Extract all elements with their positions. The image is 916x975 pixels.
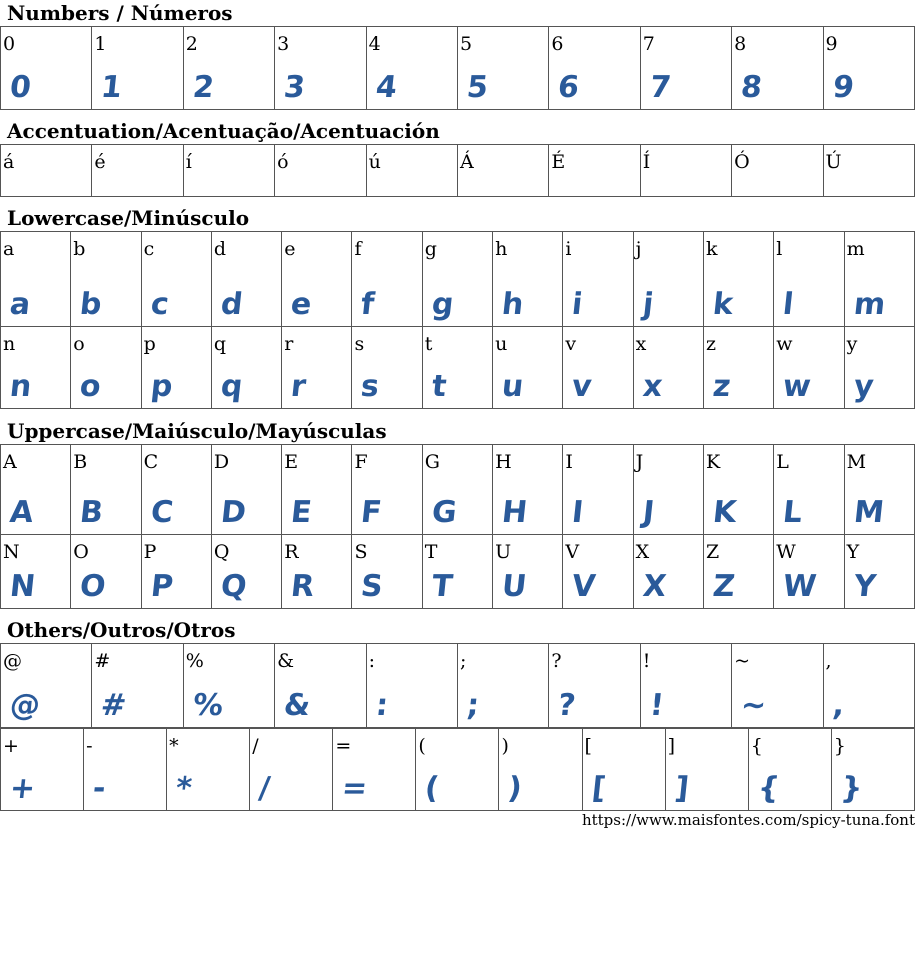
char-label: g: [424, 238, 437, 260]
char-glyph-sample: H: [500, 495, 530, 530]
char-label: C: [143, 451, 159, 473]
char-glyph-sample: E: [289, 495, 314, 530]
char-glyph-sample: ?: [556, 688, 578, 723]
char-label: X: [635, 541, 650, 563]
char-glyph-sample: ): [506, 771, 525, 806]
char-glyph-sample: C: [148, 495, 175, 530]
char-label: K: [705, 451, 721, 473]
char-label: A: [3, 451, 17, 473]
lowercase-grid-row2: [0, 326, 915, 409]
char-cell: [748, 729, 831, 811]
char-cell: [92, 145, 183, 197]
char-label: é: [94, 151, 106, 173]
char-glyph-sample: 0: [8, 70, 33, 105]
char-label: ]: [667, 735, 676, 757]
char-cell: [422, 445, 492, 535]
char-label: *: [169, 735, 179, 757]
char-cell: [422, 232, 492, 327]
char-glyph-sample: x: [640, 369, 664, 404]
char-cell: [352, 445, 422, 535]
char-label: d: [213, 238, 227, 260]
char-label: 3: [277, 33, 290, 55]
char-cell: [844, 445, 914, 535]
char-label: Á: [459, 151, 474, 173]
char-cell: [1, 327, 71, 409]
char-label: c: [143, 238, 155, 260]
char-cell: [71, 445, 141, 535]
char-glyph-sample: W: [781, 569, 819, 604]
char-glyph-sample: w: [781, 369, 813, 404]
char-glyph-sample: b: [78, 287, 104, 322]
char-glyph-sample: R: [289, 569, 317, 604]
char-cell: [211, 232, 281, 327]
char-label: o: [73, 333, 85, 355]
uppercase-row1-row: [1, 445, 915, 535]
char-cell: [352, 232, 422, 327]
char-cell: [1, 232, 71, 327]
char-label: V: [565, 541, 580, 563]
char-glyph-sample: X: [640, 569, 668, 604]
char-glyph-sample: s: [359, 369, 382, 404]
accents-row: [1, 145, 915, 197]
char-cell: [633, 232, 703, 327]
char-label: P: [143, 541, 157, 563]
char-glyph-sample: F: [359, 495, 384, 530]
char-cell: [282, 327, 352, 409]
char-cell: [549, 27, 640, 110]
char-cell: [183, 145, 274, 197]
lowercase-grid-row1: [0, 231, 915, 327]
char-cell: [211, 327, 281, 409]
char-glyph-sample: @: [8, 688, 42, 723]
char-glyph-sample: ;: [465, 688, 481, 723]
char-glyph-sample: =: [340, 771, 370, 806]
char-glyph-sample: N: [8, 569, 38, 604]
char-cell: [211, 535, 281, 609]
char-label: z: [705, 333, 716, 355]
char-cell: [333, 729, 416, 811]
char-label: q: [213, 333, 227, 355]
char-glyph-sample: e: [289, 287, 314, 322]
char-label: F: [354, 451, 368, 473]
others-section-title: Others/Outros/Otros: [7, 618, 236, 642]
char-glyph-sample: p: [148, 369, 174, 404]
char-label: r: [284, 333, 294, 355]
char-label: 7: [642, 33, 655, 55]
char-cell: [1, 644, 92, 728]
char-cell: [703, 327, 773, 409]
char-glyph-sample: -: [91, 771, 108, 806]
char-glyph-sample: U: [500, 569, 529, 604]
accents-section-title: Accentuation/Acentuação/Acentuación: [7, 119, 440, 143]
char-cell: [457, 644, 548, 728]
others-grid-row2: [0, 728, 915, 811]
char-cell: [493, 232, 563, 327]
char-label: -: [86, 735, 93, 757]
char-label: W: [776, 541, 796, 563]
char-glyph-sample: #: [99, 688, 129, 723]
uppercase-grid-row2: [0, 534, 915, 609]
char-label: m: [846, 238, 865, 260]
char-label: É: [551, 151, 566, 173]
char-glyph-sample: i: [570, 287, 585, 322]
char-label: 9: [825, 33, 838, 55]
char-label: &: [277, 650, 295, 672]
char-glyph-sample: m: [851, 287, 887, 322]
char-glyph-sample: 8: [739, 70, 764, 105]
char-label: {: [750, 735, 763, 757]
char-label: k: [705, 238, 718, 260]
char-cell: [493, 327, 563, 409]
char-cell: [703, 232, 773, 327]
char-label: }: [833, 735, 846, 757]
char-glyph-sample: I: [570, 495, 586, 530]
char-glyph-sample: L: [781, 495, 805, 530]
char-cell: [640, 27, 731, 110]
char-glyph-sample: B: [78, 495, 106, 530]
char-label: L: [776, 451, 789, 473]
char-glyph-sample: :: [373, 688, 390, 723]
char-glyph-sample: l: [781, 287, 796, 322]
char-label: ó: [277, 151, 289, 173]
char-cell: [703, 535, 773, 609]
char-cell: [84, 729, 167, 811]
char-glyph-sample: f: [359, 287, 377, 322]
char-label: S: [354, 541, 368, 563]
char-label: M: [846, 451, 867, 473]
char-label: j: [635, 238, 642, 260]
char-label: 6: [551, 33, 564, 55]
char-label: N: [3, 541, 20, 563]
char-cell: [1, 729, 84, 811]
char-cell: [275, 145, 366, 197]
char-cell: [732, 27, 823, 110]
char-glyph-sample: n: [8, 369, 34, 404]
char-cell: [250, 729, 333, 811]
char-glyph-sample: /: [257, 771, 273, 806]
char-cell: [211, 445, 281, 535]
char-cell: [141, 445, 211, 535]
uppercase-row2-row: [1, 535, 915, 609]
char-cell: [1, 145, 92, 197]
char-label: /: [252, 735, 259, 757]
char-label: @: [3, 650, 22, 672]
char-label: s: [354, 333, 365, 355]
char-label: J: [635, 451, 644, 473]
footer-url: https://www.maisfontes.com/spicy-tuna.font: [581, 811, 915, 829]
char-label: á: [3, 151, 15, 173]
char-cell: [92, 644, 183, 728]
char-cell: [71, 535, 141, 609]
char-cell: [549, 145, 640, 197]
char-label: Y: [846, 541, 860, 563]
char-glyph-sample: u: [500, 369, 526, 404]
char-cell: [633, 535, 703, 609]
char-cell: [1, 445, 71, 535]
char-cell: [275, 644, 366, 728]
numbers-row: [1, 27, 915, 110]
char-label: G: [424, 451, 440, 473]
char-glyph-sample: {: [755, 771, 781, 806]
char-label: ~: [734, 650, 751, 672]
char-label: ú: [368, 151, 381, 173]
char-glyph-sample: *: [174, 771, 194, 806]
char-glyph-sample: 4: [373, 70, 399, 105]
char-label: Ó: [734, 151, 750, 173]
char-cell: [493, 445, 563, 535]
char-cell: [774, 535, 844, 609]
char-cell: [582, 729, 665, 811]
char-cell: [366, 145, 457, 197]
char-cell: [774, 232, 844, 327]
char-cell: [71, 327, 141, 409]
char-cell: [282, 535, 352, 609]
char-glyph-sample: %: [190, 688, 225, 723]
char-cell: [1, 27, 92, 110]
char-cell: [457, 27, 548, 110]
char-label: E: [284, 451, 299, 473]
char-glyph-sample: (: [423, 771, 442, 806]
char-glyph-sample: ]: [672, 771, 691, 806]
char-label: i: [565, 238, 572, 260]
char-label: x: [635, 333, 647, 355]
char-label: =: [335, 735, 352, 757]
char-glyph-sample: 5: [465, 70, 490, 105]
char-label: t: [424, 333, 433, 355]
char-glyph-sample: &: [282, 688, 313, 723]
char-cell: [563, 232, 633, 327]
numbers-grid: [0, 26, 915, 110]
char-cell: [457, 145, 548, 197]
char-label: [: [584, 735, 592, 757]
char-label: 1: [94, 33, 107, 55]
char-cell: [1, 535, 71, 609]
char-glyph-sample: Q: [219, 569, 249, 604]
char-cell: [141, 535, 211, 609]
char-label: !: [642, 650, 651, 672]
others-row2-row: [1, 729, 915, 811]
char-cell: [703, 445, 773, 535]
char-glyph-sample: G: [429, 495, 459, 530]
char-label: ,: [825, 650, 832, 672]
char-cell: [665, 729, 748, 811]
char-glyph-sample: j: [640, 287, 655, 322]
char-label: Q: [213, 541, 230, 563]
char-glyph-sample: T: [429, 569, 455, 604]
char-cell: [493, 535, 563, 609]
char-cell: [282, 445, 352, 535]
char-glyph-sample: Y: [851, 569, 878, 604]
char-glyph-sample: k: [711, 287, 735, 322]
char-cell: [549, 644, 640, 728]
char-label: D: [213, 451, 230, 473]
char-label: y: [846, 333, 858, 355]
char-glyph-sample: z: [711, 369, 733, 404]
char-cell: [499, 729, 582, 811]
char-glyph-sample: d: [219, 287, 245, 322]
char-cell: [633, 327, 703, 409]
char-cell: [633, 445, 703, 535]
char-label: v: [565, 333, 577, 355]
char-glyph-sample: A: [8, 495, 36, 530]
char-glyph-sample: 3: [282, 70, 307, 105]
char-glyph-sample: K: [711, 495, 739, 530]
char-label: (: [418, 735, 426, 757]
char-glyph-sample: 2: [190, 70, 216, 105]
char-label: í: [185, 151, 192, 173]
char-label: n: [3, 333, 16, 355]
char-cell: [823, 145, 914, 197]
char-glyph-sample: q: [219, 369, 245, 404]
char-cell: [282, 232, 352, 327]
char-label: b: [73, 238, 86, 260]
char-cell: [774, 327, 844, 409]
accents-grid: [0, 144, 915, 197]
char-label: p: [143, 333, 156, 355]
char-cell: [844, 232, 914, 327]
char-label: 4: [368, 33, 381, 55]
char-glyph-sample: V: [570, 569, 598, 604]
char-glyph-sample: t: [429, 369, 449, 404]
char-label: O: [73, 541, 89, 563]
char-label: I: [565, 451, 573, 473]
char-cell: [416, 729, 499, 811]
char-label: 2: [185, 33, 198, 55]
lowercase-section-title: Lowercase/Minúsculo: [7, 206, 250, 230]
char-cell: [844, 535, 914, 609]
char-cell: [823, 27, 914, 110]
char-cell: [732, 644, 823, 728]
char-label: l: [776, 238, 783, 260]
char-label: U: [495, 541, 512, 563]
char-cell: [366, 644, 457, 728]
char-cell: [183, 27, 274, 110]
char-cell: [563, 535, 633, 609]
char-label: h: [495, 238, 508, 260]
char-glyph-sample: J: [640, 495, 656, 530]
char-glyph-sample: 1: [99, 70, 125, 105]
char-glyph-sample: 6: [556, 70, 582, 105]
others-grid-row1: [0, 643, 915, 728]
char-glyph-sample: [: [589, 771, 608, 806]
char-label: #: [94, 650, 111, 672]
char-cell: [352, 535, 422, 609]
char-cell: [831, 729, 914, 811]
char-label: u: [495, 333, 508, 355]
char-label: %: [185, 650, 204, 672]
char-cell: [92, 27, 183, 110]
char-glyph-sample: ~: [739, 688, 769, 723]
char-label: 8: [734, 33, 747, 55]
char-glyph-sample: D: [219, 495, 248, 530]
char-glyph-sample: 9: [830, 70, 856, 105]
char-label: Í: [642, 151, 651, 173]
lowercase-row2-row: [1, 327, 915, 409]
char-label: +: [3, 735, 19, 757]
char-label: Ú: [825, 151, 842, 173]
char-cell: [366, 27, 457, 110]
char-label: a: [3, 238, 15, 260]
char-label: Z: [705, 541, 720, 563]
char-glyph-sample: Z: [711, 569, 737, 604]
char-cell: [275, 27, 366, 110]
char-label: w: [776, 333, 793, 355]
others-row1-row: [1, 644, 915, 728]
char-cell: [352, 327, 422, 409]
char-glyph-sample: }: [838, 771, 865, 806]
uppercase-grid-row1: [0, 444, 915, 535]
char-cell: [422, 327, 492, 409]
char-label: ): [501, 735, 509, 757]
char-glyph-sample: c: [148, 287, 171, 322]
char-glyph-sample: v: [570, 369, 594, 404]
char-cell: [563, 327, 633, 409]
char-cell: [167, 729, 250, 811]
char-glyph-sample: 7: [647, 70, 673, 105]
char-cell: [71, 232, 141, 327]
char-cell: [732, 145, 823, 197]
char-glyph-sample: g: [429, 287, 456, 322]
char-cell: [844, 327, 914, 409]
char-cell: [774, 445, 844, 535]
char-label: T: [424, 541, 438, 563]
char-label: H: [495, 451, 512, 473]
char-glyph-sample: +: [8, 771, 38, 806]
char-glyph-sample: !: [647, 688, 666, 723]
char-label: :: [368, 650, 375, 672]
char-label: ;: [459, 650, 467, 672]
uppercase-section-title: Uppercase/Maiúsculo/Mayúsculas: [7, 419, 387, 443]
char-cell: [141, 327, 211, 409]
lowercase-row1-row: [1, 232, 915, 327]
char-glyph-sample: r: [289, 369, 308, 404]
char-glyph-sample: a: [8, 287, 33, 322]
char-cell: [640, 644, 731, 728]
char-glyph-sample: S: [359, 569, 385, 604]
char-label: B: [73, 451, 88, 473]
char-label: e: [284, 238, 296, 260]
char-glyph-sample: o: [78, 369, 103, 404]
char-cell: [563, 445, 633, 535]
char-label: R: [284, 541, 299, 563]
char-label: 0: [3, 33, 16, 55]
char-glyph-sample: P: [148, 569, 175, 604]
char-cell: [141, 232, 211, 327]
char-glyph-sample: y: [851, 369, 876, 404]
char-glyph-sample: ,: [830, 688, 846, 723]
char-glyph-sample: O: [78, 569, 108, 604]
char-glyph-sample: M: [851, 495, 886, 530]
char-cell: [640, 145, 731, 197]
char-label: 5: [459, 33, 473, 55]
char-label: f: [354, 238, 362, 260]
char-cell: [422, 535, 492, 609]
char-cell: [823, 644, 914, 728]
char-cell: [183, 644, 274, 728]
char-label: ?: [551, 650, 562, 672]
numbers-section-title: Numbers / Números: [7, 1, 233, 25]
char-glyph-sample: h: [500, 287, 526, 322]
